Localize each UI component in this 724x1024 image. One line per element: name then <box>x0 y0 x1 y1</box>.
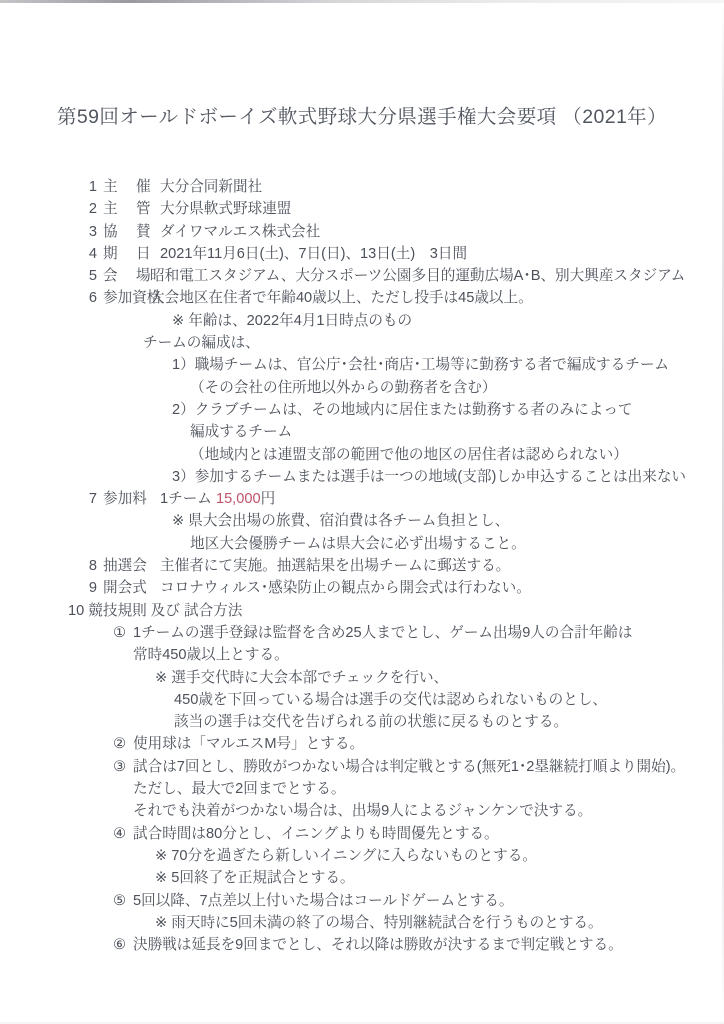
rule-marker: ⑥ <box>113 937 127 954</box>
rule-line <box>0 644 724 666</box>
rule-text: ※ 雨天時に5回未満の終了の場合、特別継続試合を行うものとする。 <box>155 914 603 931</box>
document-body <box>0 176 724 956</box>
rule-text: それでも決着がつかない場合は、出場9人によるジャンケンで決する。 <box>133 803 593 820</box>
item-value <box>160 488 275 510</box>
item-row-9 <box>0 577 724 599</box>
item-number: 4 <box>88 245 97 262</box>
note-text: 編成するチーム <box>190 424 293 441</box>
rule-line <box>0 845 724 867</box>
item-label: 参加資格 <box>103 290 162 307</box>
rule-text: 決勝戦は延長を9回までとし、それ以降は勝敗が決するまで判定戦とする。 <box>133 937 623 954</box>
rule-line <box>0 778 724 800</box>
rule-line <box>0 823 724 845</box>
item-6-subline <box>0 377 724 399</box>
rule-line <box>0 711 724 733</box>
rule-line <box>0 733 724 755</box>
item-6-subline <box>0 466 724 488</box>
item-label: 会 場 <box>103 268 158 285</box>
item-value: 昭和電工スタジアム、大分スポーツ公園多目的運動広場A･B、別大興産スタジアム <box>150 268 686 285</box>
item-label: 協 賛 <box>103 223 158 240</box>
item-value: 大分合同新聞社 <box>160 179 263 195</box>
item-label: 競技規則 及び 試合方法 <box>88 602 243 619</box>
rule-line <box>0 800 724 822</box>
item-value: 大分県軟式野球連盟 <box>160 201 292 218</box>
note-text: 3）参加するチームまたは選手は一つの地域(支部)しか申込することは出来ない <box>172 468 687 485</box>
rule-marker: ③ <box>113 758 127 775</box>
item-value: 2021年11月6日(土)、7日(日)、13日(土) 3日間 <box>160 245 468 262</box>
scan-edge-top <box>0 0 724 3</box>
rule-line <box>0 689 724 711</box>
item-row-2 <box>0 198 724 220</box>
rule-line <box>0 934 724 956</box>
item-number: 9 <box>88 580 97 597</box>
item-6-subline <box>0 444 724 466</box>
section-10-heading <box>68 600 242 622</box>
item-label: 期 日 <box>103 245 158 262</box>
note-text: （その会社の住所地以外からの勤務者を含む） <box>190 379 497 396</box>
rule-text: 常時450歳以上とする。 <box>133 647 289 664</box>
rule-text: 使用球は「マルエスM号」とする。 <box>133 736 365 753</box>
item-value: 主催者にて実施。抽選結果を出場チームに郵送する。 <box>160 558 511 575</box>
rule-marker: ④ <box>113 825 127 842</box>
rule-line <box>0 667 724 689</box>
rule-text: ただし、最大で2回までとする。 <box>133 781 346 798</box>
item-7-subline <box>0 533 724 555</box>
note-text: 地区大会優勝チームは県大会に必ず出場すること。 <box>190 535 526 552</box>
rule-line <box>0 912 724 934</box>
fee-suffix: 円 <box>260 491 276 508</box>
rule-text: ※ 70分を過ぎたら新しいイニングに入らないものとする。 <box>155 847 537 864</box>
rule-line <box>0 622 724 644</box>
item-label: 抽選会 <box>103 558 147 575</box>
item-row-6 <box>0 287 724 309</box>
rule-text: 試合時間は80分とし、イニングよりも時間優先とする。 <box>133 825 499 842</box>
item-number: 5 <box>88 268 97 285</box>
item-label: 主 催 <box>103 179 158 195</box>
rule-text: 450歳を下回っている場合は選手の交代は認められないものとし、 <box>174 691 607 708</box>
rule-marker: ① <box>113 624 127 641</box>
item-number: 6 <box>88 290 97 307</box>
rule-text: 1チームの選手登録は監督を含め25人までとし、ゲーム出場9人の合計年齢は <box>133 624 633 641</box>
rule-marker: ⑤ <box>113 892 127 909</box>
item-6-subline <box>0 332 724 354</box>
item-number: 1 <box>88 179 97 195</box>
item-row-7 <box>0 488 724 510</box>
note-text: 1）職場チームは、官公庁･会社･商店･工場等に勤務する者で編成するチーム <box>172 357 670 374</box>
rule-text: 該当の選手は交代を告げられる前の状態に戻るものとする。 <box>174 714 569 731</box>
rule-line <box>0 756 724 778</box>
item-number: 10 <box>68 602 85 619</box>
item-row-8 <box>0 555 724 577</box>
item-row-4 <box>0 243 724 265</box>
item-6-subline <box>0 310 724 332</box>
fee-prefix: 1チーム <box>160 491 216 508</box>
item-6-subline <box>0 399 724 421</box>
rule-text: ※ 選手交代時に大会本部でチェックを行い、 <box>155 669 449 686</box>
item-6-subline <box>0 354 724 376</box>
item-value: 大会地区在住者で年齢40歳以上、ただし投手は45歳以上。 <box>150 290 533 307</box>
item-7-subline <box>0 510 724 532</box>
note-text: チームの編成は、 <box>143 335 260 352</box>
fee-amount: 15,000 <box>215 491 261 508</box>
note-text: 2）クラブチームは、その地域内に居住または勤務する者のみによって <box>172 401 633 418</box>
note-text: ※ 年齢は、2022年4月1日時点のもの <box>172 312 413 329</box>
item-row-5 <box>0 265 724 287</box>
item-number: 8 <box>88 558 97 575</box>
item-label: 参加料 <box>103 491 147 508</box>
item-row-10 <box>0 600 724 622</box>
item-label: 主 管 <box>103 201 158 218</box>
note-text: （地域内とは連盟支部の範囲で他の地区の居住者は認められない） <box>190 446 628 463</box>
rule-marker: ② <box>113 736 127 753</box>
rule-line <box>0 890 724 912</box>
item-label: 開会式 <box>103 580 147 597</box>
item-number: 7 <box>88 491 97 508</box>
note-text: ※ 県大会出場の旅費、宿泊費は各チーム負担とし、 <box>172 513 510 530</box>
item-number: 2 <box>88 201 97 218</box>
item-number: 3 <box>88 223 97 240</box>
rule-text: 試合は7回とし、勝敗がつかない場合は判定戦とする(無死1･2塁継続打順より開始)。 <box>133 758 686 775</box>
rule-line <box>0 867 724 889</box>
item-6-subline <box>0 421 724 443</box>
page-title: 第59回オールドボーイズ軟式野球大分県選手権大会要項 （2021年） <box>56 106 667 128</box>
item-row-1 <box>0 176 724 198</box>
item-row-3 <box>0 221 724 243</box>
rule-text: 5回以降、7点差以上付いた場合はコールドゲームとする。 <box>133 892 514 909</box>
item-value: コロナウィルス･感染防止の観点から開会式は行わない。 <box>160 580 531 597</box>
item-value: ダイワマルエス株式会社 <box>160 223 321 240</box>
rule-text: ※ 5回終了を正規試合とする。 <box>155 870 355 887</box>
